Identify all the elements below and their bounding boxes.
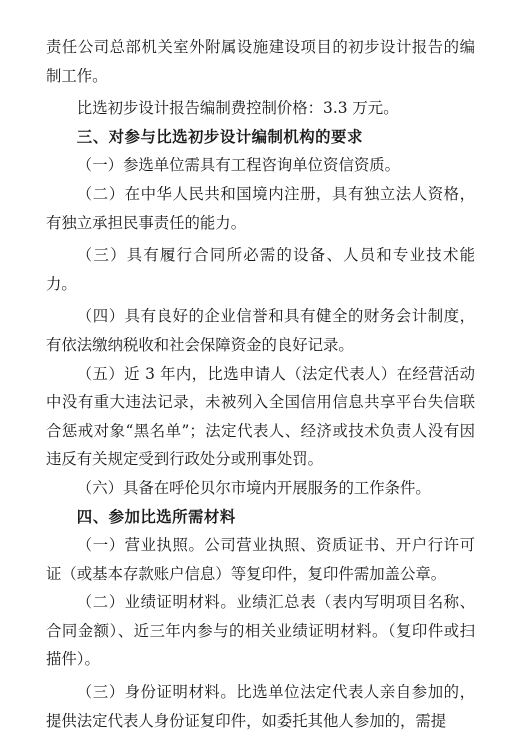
intro-paragraph: 责任公司总部机关室外附属设施建设项目的初步设计报告的编制工作。 (46, 38, 475, 85)
requirement-2: （二）在中华人民共和国境内注册，具有独立法人资格，有独立承担民事责任的能力。 (46, 184, 475, 232)
requirement-5: （五）近 3 年内，比选申请人（法定代表人）在经营活动中没有重大违法记录，未被列入全国信用信息共享平台失信联合惩戒对象“黑名单”；法定代表人、经济或技术负责人没有因违反有关规定受到行政处分或刑事处罚。 (46, 364, 475, 469)
requirement-4: （四）具有良好的企业信誉和具有健全的财务会计制度，有依法缴纳税收和社会保障资金的良好记录。 (46, 307, 475, 354)
material-1: （一）营业执照。公司营业执照、资质证书、开户行许可证（或基本存款账户信息）等复印件，复印件需加盖公章。 (46, 536, 475, 583)
material-3: （三）身份证明材料。比选单位法定代表人亲自参加的，提供法定代表人身份证复印件，如委托其他人参加的，需提 (46, 683, 475, 730)
price-paragraph: 比选初步设计报告编制费控制价格：3.3 万元。 (76, 99, 399, 118)
section-three-heading: 三、对参与比选初步设计编制机构的要求 (76, 127, 363, 146)
requirement-1: （一）参选单位需具有工程咨询单位资信资质。 (76, 156, 401, 175)
requirement-6: （六）具备在呼伦贝尔市境内开展服务的工作条件。 (76, 478, 431, 497)
requirement-3: （三）具有履行合同所必需的设备、人员和专业技术能力。 (46, 246, 475, 293)
material-2: （二）业绩证明材料。业绩汇总表（表内写明项目名称、合同金额）、近三年内参与的相关业绩证明材料。（复印件或扫描件）。 (46, 593, 475, 669)
section-four-heading: 四、参加比选所需材料 (76, 507, 236, 526)
